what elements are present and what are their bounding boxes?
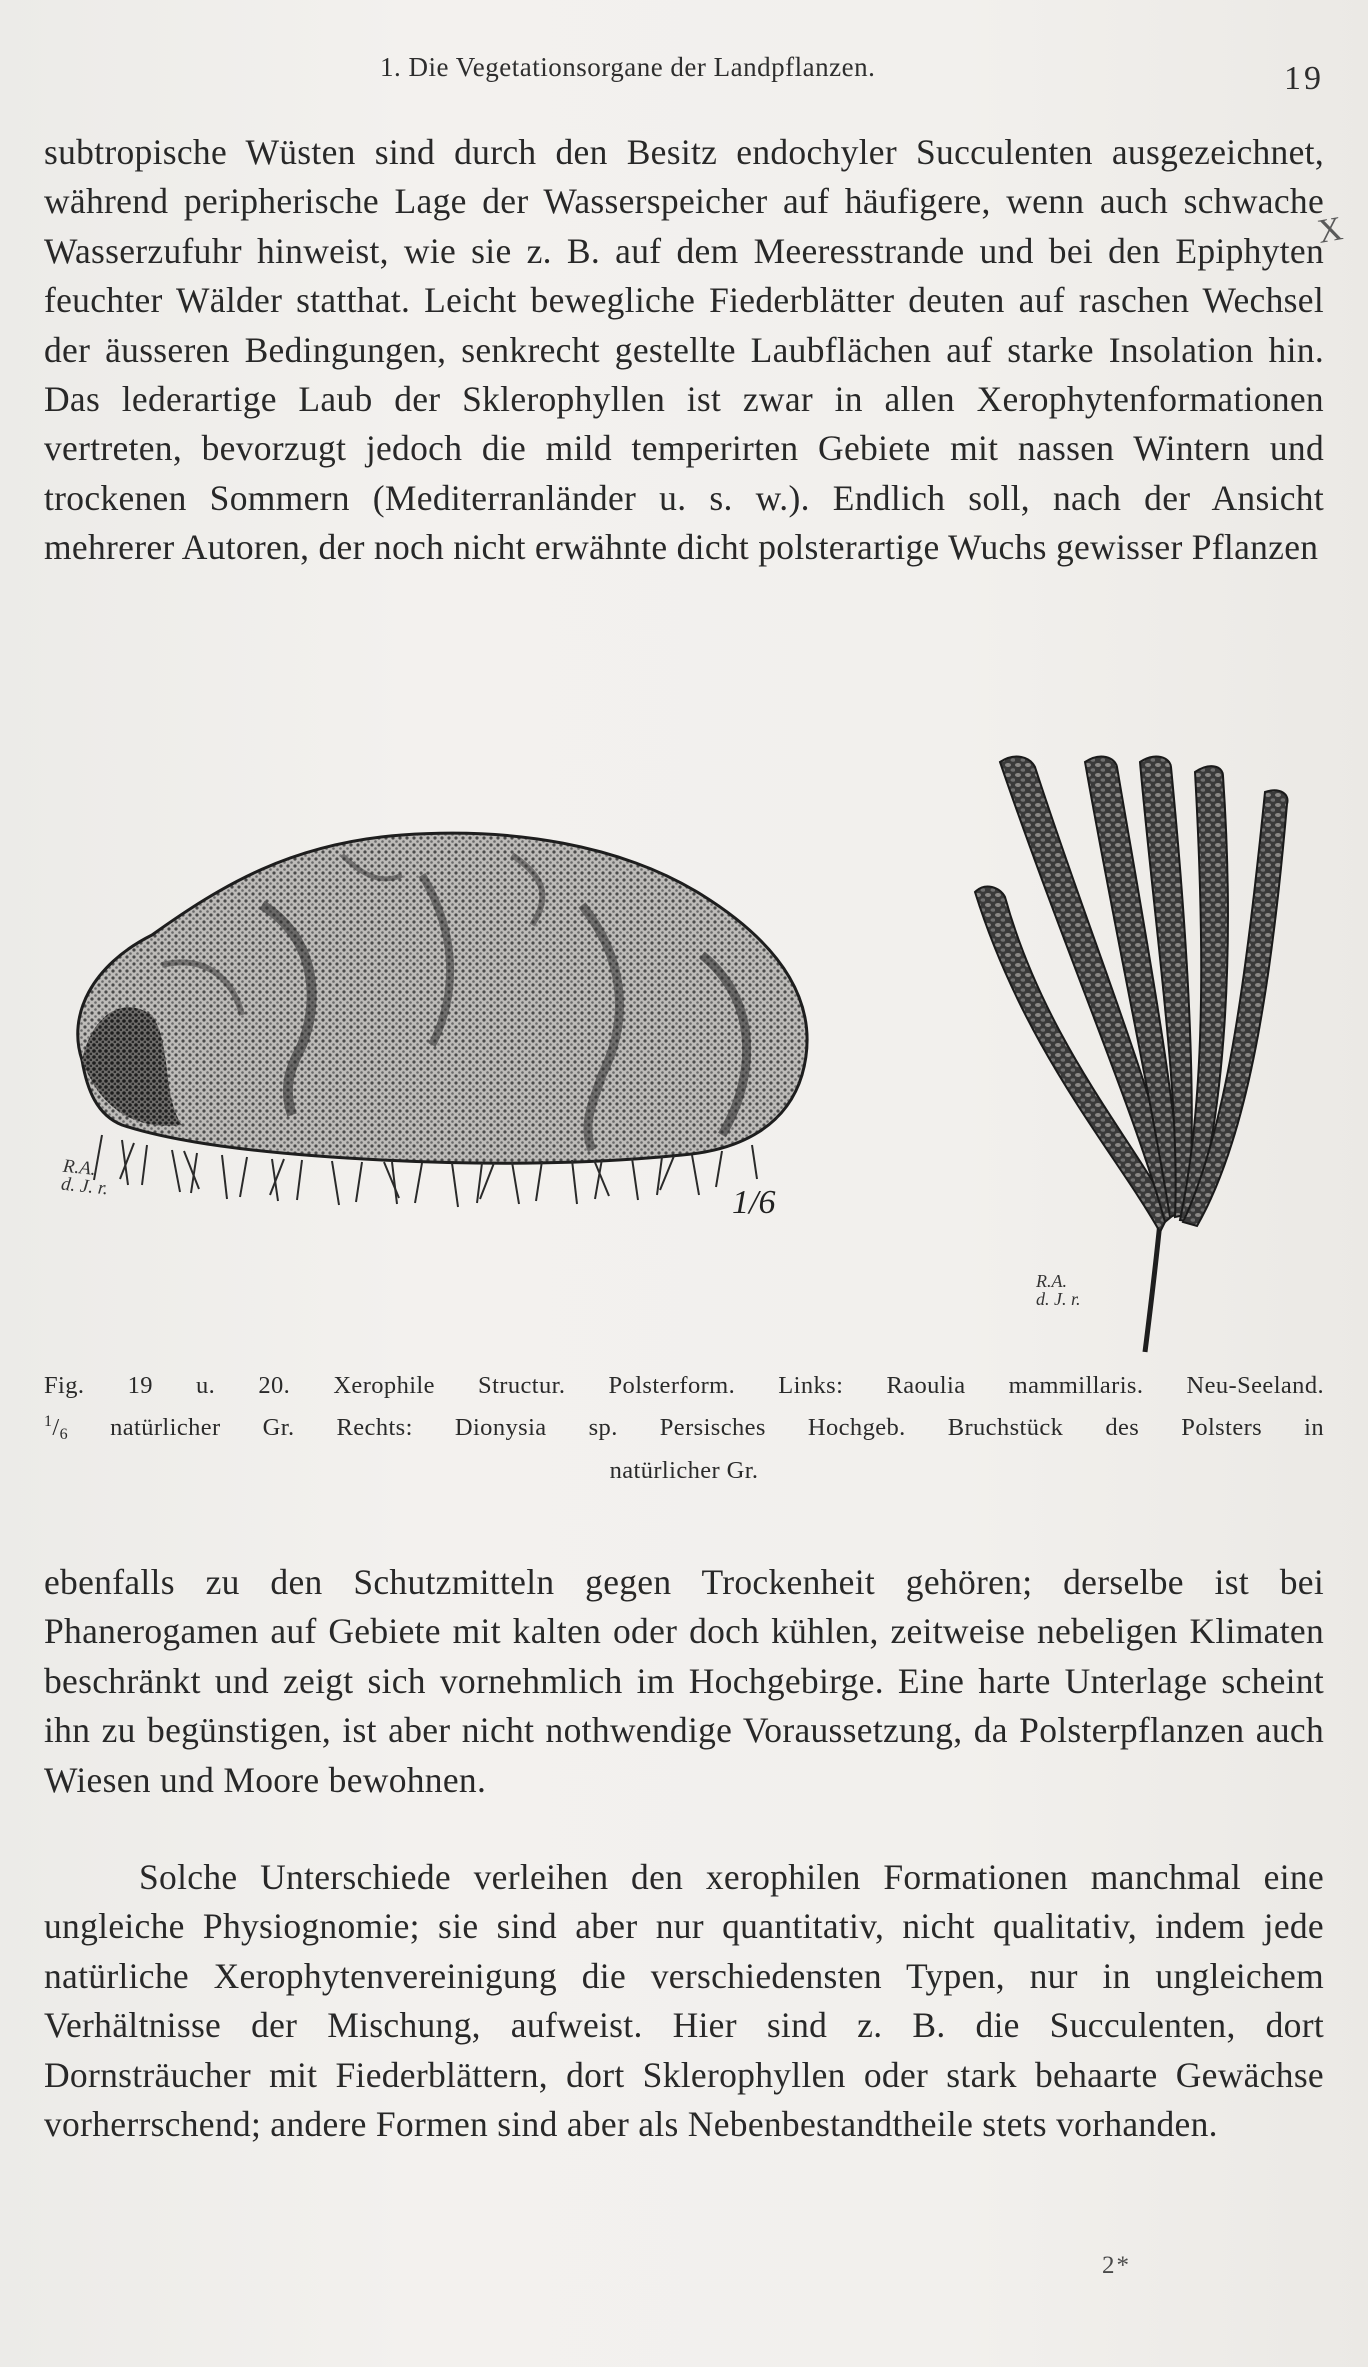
figure-caption (44, 1368, 1324, 1489)
dionysia-fragment-illustration (965, 752, 1305, 1362)
margin-pencil-mark: X (1314, 210, 1346, 251)
paragraph-2: ebenfalls zu den Schutzmitteln gegen Trockenheit gehören; derselbe ist bei Phanerogamen auf Gebiete mit kalten oder doch kühlen, zeitweise nebeligen Klimaten beschränkt und zeigt sich vornehmlich im Hochgebirge. Eine harte Unterlage scheint ihn zu begünstigen, ist aber nicht nothwendige Voraussetzung, da Polsterpflanzen auch Wiesen und Moore bewohnen. (44, 1562, 1324, 1800)
raoulia-cushion-illustration (62, 815, 822, 1235)
paragraph-1: subtropische Wüsten sind durch den Besitz endochyler Succulenten ausgezeichnet, während peripherische Lage der Wasserspeicher auf häufigere, wenn auch schwache Wasserzufuhr hinweist, wie sie z. B. auf dem Meeresstrande und bei den Epiphyten feuchter Wälder statthat. Leicht bewegliche Fiederblätter deuten auf raschen Wechsel der äusseren Bedingungen, senkrecht gestellte Laubflächen auf starke Insolation hin. Das lederartige Laub der Sklerophyllen ist zwar in allen Xerophytenformationen vertreten, bevorzugt jedoch die mild temperirten Gebiete mit nassen Wintern und trockenen Sommern (Mediterranländer u. s. w.). Endlich soll, nach der Ansicht mehrerer Autoren, der noch nicht erwähnte dicht polsterartige Wuchs gewisser Pflanzen (44, 132, 1324, 568)
caption-line-3: natürlicher Gr. (609, 1457, 759, 1484)
paragraph-3: Solche Unterschiede verleihen den xerophilen Formationen manchmal eine ungleiche Physiognomie; sie sind aber nur quantitativ, nicht qualitativ, indem jede natürliche Xerophytenvereinigung die verschiedensten Typen, nur in ungleichem Verhältnisse der Mischung, aufweist. Hier sind z. B. die Succulenten, dort Dornsträucher mit Fiederblättern, dort Sklerophyllen oder stark behaarte Gewächse vorherrschend; andere Formen sind aber als Nebenbestandtheile stets vorhanden. (44, 1857, 1324, 2145)
scale-label: 1/6 (732, 1184, 776, 1221)
page-number: 19 (1284, 60, 1324, 97)
illustrator-signature-left: R.A. d. J. r. (60, 1155, 110, 1200)
caption-line-1: Fig. 19 u. 20. Xerophile Structur. Polsterform. Links: Raoulia mammillaris. Neu-Seeland. (44, 1372, 1324, 1399)
caption-line-2: $^1/_6$ natürlicher Gr. Rechts: Dionysia sp. Persisches Hochgeb. Bruchstück des Polsters in (44, 1413, 1324, 1443)
illustrator-signature-right: R.A. d. J. r. (1036, 1271, 1081, 1309)
running-head: 1. Die Vegetationsorgane der Landpflanzen. (380, 52, 876, 82)
signature-mark: 2* (1102, 2252, 1131, 2279)
caption-fraction: $^1/_6$ (44, 1413, 69, 1443)
